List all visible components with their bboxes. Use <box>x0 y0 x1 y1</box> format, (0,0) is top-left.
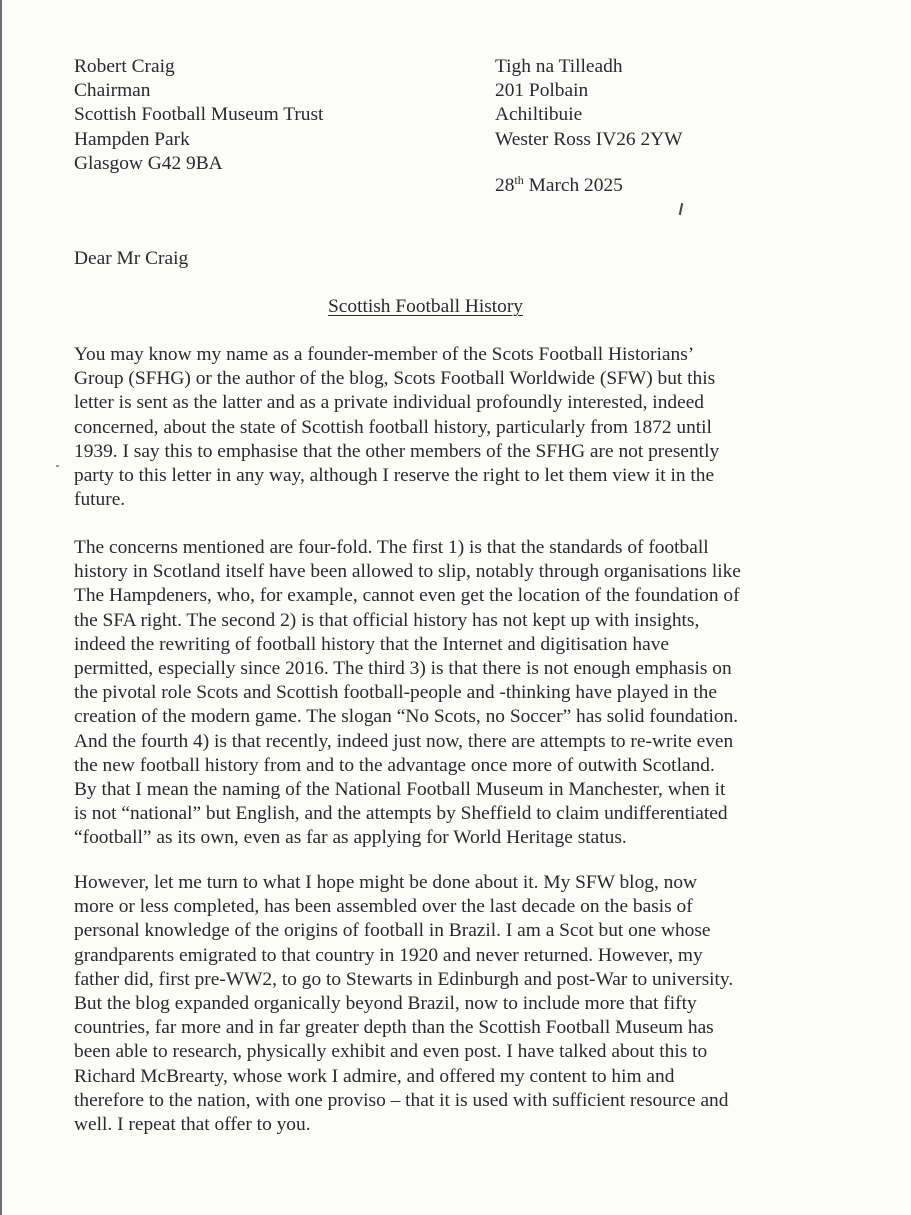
text-line: grandparents emigrated to that country in 1920 and never returned. However, my <box>74 944 703 966</box>
text-line: 1939. I say this to emphasise that the other members of the SFHG are not presently <box>74 440 720 462</box>
sender-address-line: Tigh na Tilleadh <box>495 56 623 77</box>
sender-address-line: Wester Ross IV26 2YW <box>495 128 683 150</box>
body-paragraph-1 <box>74 343 834 512</box>
body-paragraph-3 <box>74 871 834 1137</box>
letter-date <box>495 174 623 198</box>
text-line: more or less completed, has been assembled over the last decade on the basis of <box>74 896 693 918</box>
text-line: party to this letter in any way, although I reserve the right to let them view it in the <box>74 465 715 487</box>
recipient-organisation: Scottish Football Museum Trust <box>74 104 324 126</box>
text-line: future. <box>74 489 126 511</box>
text-line: is not “national” but English, and the attempts by Sheffield to claim undifferentiated <box>74 803 728 825</box>
recipient-title: Chairman <box>74 80 151 102</box>
text-line: However, let me turn to what I hope might be done about it. My SFW blog, now <box>74 872 698 893</box>
text-line: concerned, about the state of Scottish football history, particularly from 1872 until <box>74 416 712 438</box>
text-line: By that I mean the naming of the National Football Museum in Manchester, when it <box>74 779 726 801</box>
text-line: Richard McBrearty, whose work I admire, and offered my content to him and <box>74 1065 675 1087</box>
paper-speck <box>56 465 59 467</box>
text-line: the SFA right. The second 2) is that official history has not kept up with insights, <box>74 609 700 631</box>
recipient-address-line: Hampden Park <box>74 128 190 150</box>
page-edge-line <box>0 0 2 1215</box>
subject-text: Scottish Football History <box>328 296 523 317</box>
text-line: countries, far more and in far greater depth than the Scottish Football Museum has <box>74 1017 714 1039</box>
date-month-year: March 2025 <box>528 175 623 196</box>
salutation: Dear Mr Craig <box>74 248 189 269</box>
date-suffix: th <box>514 173 524 187</box>
sender-address-line: Achiltibuie <box>495 104 583 126</box>
sender-address <box>495 55 682 152</box>
text-line: been able to research, physically exhibit and even post. I have talked about this to <box>74 1041 708 1063</box>
sender-address-line: 201 Polbain <box>495 80 589 102</box>
text-line: personal knowledge of the origins of football in Brazil. I am a Scot but one whose <box>74 920 711 942</box>
text-line: The concerns mentioned are four-fold. The first 1) is that the standards of football <box>74 537 709 558</box>
text-line: The Hampdeners, who, for example, cannot even get the location of the foundation of <box>74 585 740 607</box>
text-line: father did, first pre-WW2, to go to Stewarts in Edinburgh and post-War to university. <box>74 968 734 990</box>
text-line: You may know my name as a founder-member of the Scots Football Historians’ <box>74 344 695 365</box>
text-line: And the fourth 4) is that recently, indeed just now, there are attempts to re-write even <box>74 730 734 752</box>
text-line: permitted, especially since 2016. The third 3) is that there is not enough emphasis on <box>74 658 732 680</box>
text-line: indeed the rewriting of football history that the Internet and digitisation have <box>74 633 670 655</box>
text-line: the new football history from and to the advantage once more of outwith Scotland. <box>74 754 715 776</box>
text-line: “football” as its own, even as far as applying for World Heritage status. <box>74 827 627 849</box>
body-paragraph-2 <box>74 536 834 851</box>
text-line: creation of the modern game. The slogan “No Scots, no Soccer” has solid foundation. <box>74 706 739 728</box>
text-line: letter is sent as the latter and as a private individual profoundly interested, indeed <box>74 392 704 414</box>
date-day: 28 <box>495 175 515 196</box>
text-line: the pivotal role Scots and Scottish football-people and -thinking have played in the <box>74 682 717 704</box>
text-line: But the blog expanded organically beyond Brazil, now to include more that fifty <box>74 993 697 1015</box>
text-line: history in Scotland itself have been allowed to slip, notably through organisations like <box>74 561 741 583</box>
text-line: well. I repeat that offer to you. <box>74 1114 311 1136</box>
recipient-name: Robert Craig <box>74 56 175 77</box>
pen-mark <box>679 203 683 215</box>
text-line: Group (SFHG) or the author of the blog, Scots Football Worldwide (SFW) but this <box>74 368 716 390</box>
text-line: therefore to the nation, with one proviso – that it is used with sufficient resource and <box>74 1089 729 1111</box>
recipient-address <box>74 55 323 176</box>
recipient-address-line: Glasgow G42 9BA <box>74 152 223 174</box>
